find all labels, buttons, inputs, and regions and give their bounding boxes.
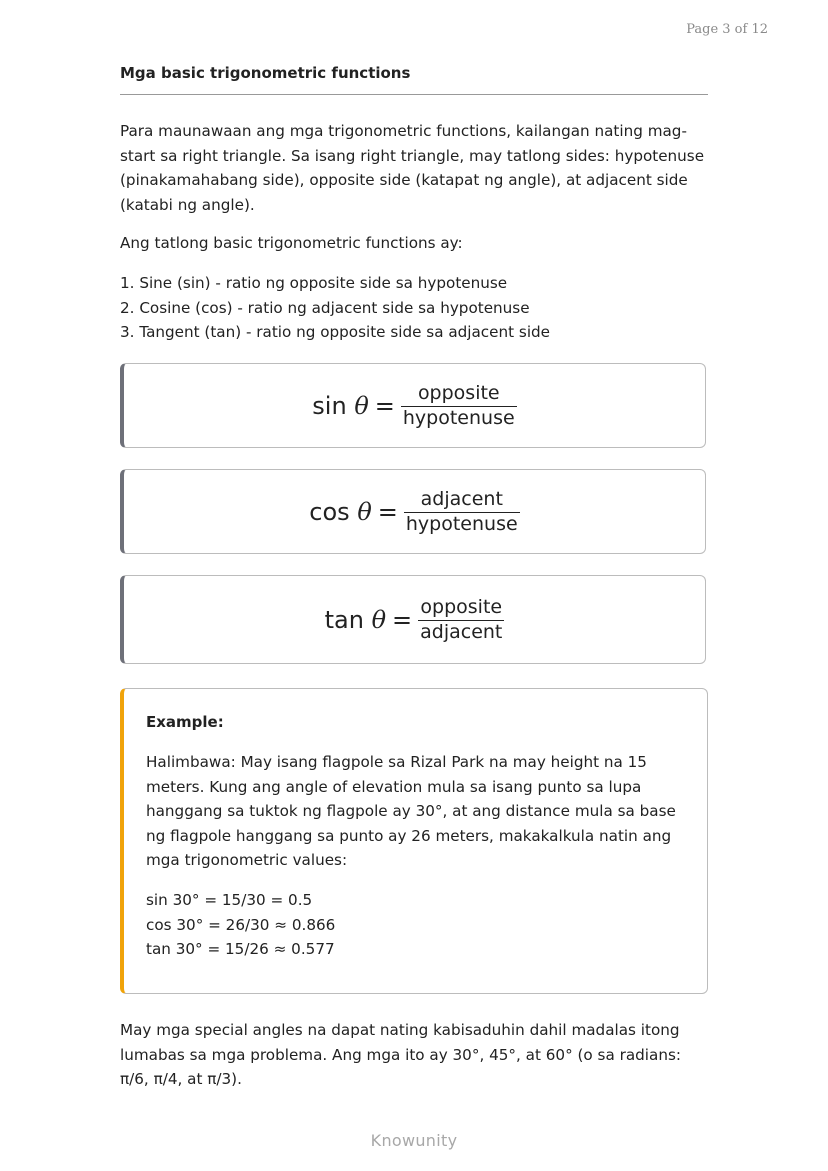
numerator: opposite bbox=[417, 381, 500, 404]
tangent-formula bbox=[325, 596, 505, 644]
cosine-formula-box bbox=[120, 469, 706, 554]
list-item: 2. Cosine (cos) - ratio ng adjacent side sa hypotenuse bbox=[120, 298, 530, 317]
fraction bbox=[404, 488, 520, 536]
equals-sign: = bbox=[374, 391, 395, 420]
functions-intro: Ang tatlong basic trigonometric functions ay: bbox=[120, 234, 463, 252]
cosine-formula bbox=[309, 488, 519, 536]
closing-paragraph: May mga special angles na dapat nating kabisaduhin dahil madalas itong lumabas sa mga problema. Ang mga ito ay 30°, 45°, at 60° (o sa radians: π/6, π/4, at π/3). bbox=[120, 1021, 681, 1088]
sine-formula-box bbox=[120, 363, 706, 448]
formula-lhs bbox=[309, 498, 371, 526]
example-paragraph: Halimbawa: May isang flagpole sa Rizal Park na may height na 15 meters. Kung ang angle of elevation mula sa isang punto sa lupa hanggang sa tuktok ng flagpole ay 30°, at ang distance mula sa base ng flagpole hanggang sa punto ay 26 meters, makakalkula natin ang mga trigonometric values: bbox=[146, 753, 676, 869]
sine-formula bbox=[312, 382, 516, 430]
fraction bbox=[418, 596, 504, 644]
calculation-line: sin 30° = 15/30 = 0.5 bbox=[146, 891, 313, 909]
denominator: hypotenuse bbox=[405, 512, 518, 535]
func-name: tan bbox=[324, 605, 364, 634]
formula-lhs bbox=[325, 606, 386, 634]
calculation-line: cos 30° = 26/30 ≈ 0.866 bbox=[146, 915, 336, 934]
page-number: Page 3 of 12 bbox=[686, 22, 768, 37]
intro-paragraph: Para maunawaan ang mga trigonometric functions, kailangan nating mag-start sa right triangle. Sa isang right triangle, may tatlong sides: hypotenuse (pinakamahabang side), opposite side (katapat ng angle), at adjacent side (katabi ng angle). bbox=[120, 122, 705, 214]
denominator: adjacent bbox=[420, 620, 503, 643]
numerator: opposite bbox=[420, 595, 503, 618]
fraction bbox=[401, 382, 517, 430]
example-box bbox=[120, 688, 708, 994]
list-item: 1. Sine (sin) - ratio ng opposite side sa hypotenuse bbox=[120, 274, 508, 292]
example-title: Example: bbox=[146, 713, 224, 731]
theta-symbol: θ bbox=[357, 497, 372, 526]
theta-symbol: θ bbox=[354, 391, 369, 420]
section-heading: Mga basic trigonometric functions bbox=[120, 64, 708, 95]
list-item: 3. Tangent (tan) - ratio ng opposite side sa adjacent side bbox=[120, 323, 551, 341]
formula-lhs bbox=[312, 392, 368, 420]
theta-symbol: θ bbox=[371, 605, 387, 634]
denominator: hypotenuse bbox=[402, 406, 515, 429]
func-name: cos bbox=[309, 497, 350, 526]
equals-sign: = bbox=[377, 497, 398, 526]
functions-list bbox=[120, 271, 710, 345]
equals-sign: = bbox=[392, 605, 413, 634]
numerator: adjacent bbox=[420, 487, 503, 510]
footer-brand: Knowunity bbox=[370, 1131, 458, 1150]
calculation-line: tan 30° = 15/26 ≈ 0.577 bbox=[146, 940, 335, 958]
example-calculations bbox=[146, 888, 691, 962]
tangent-formula-box bbox=[120, 575, 706, 664]
func-name: sin bbox=[312, 391, 347, 420]
